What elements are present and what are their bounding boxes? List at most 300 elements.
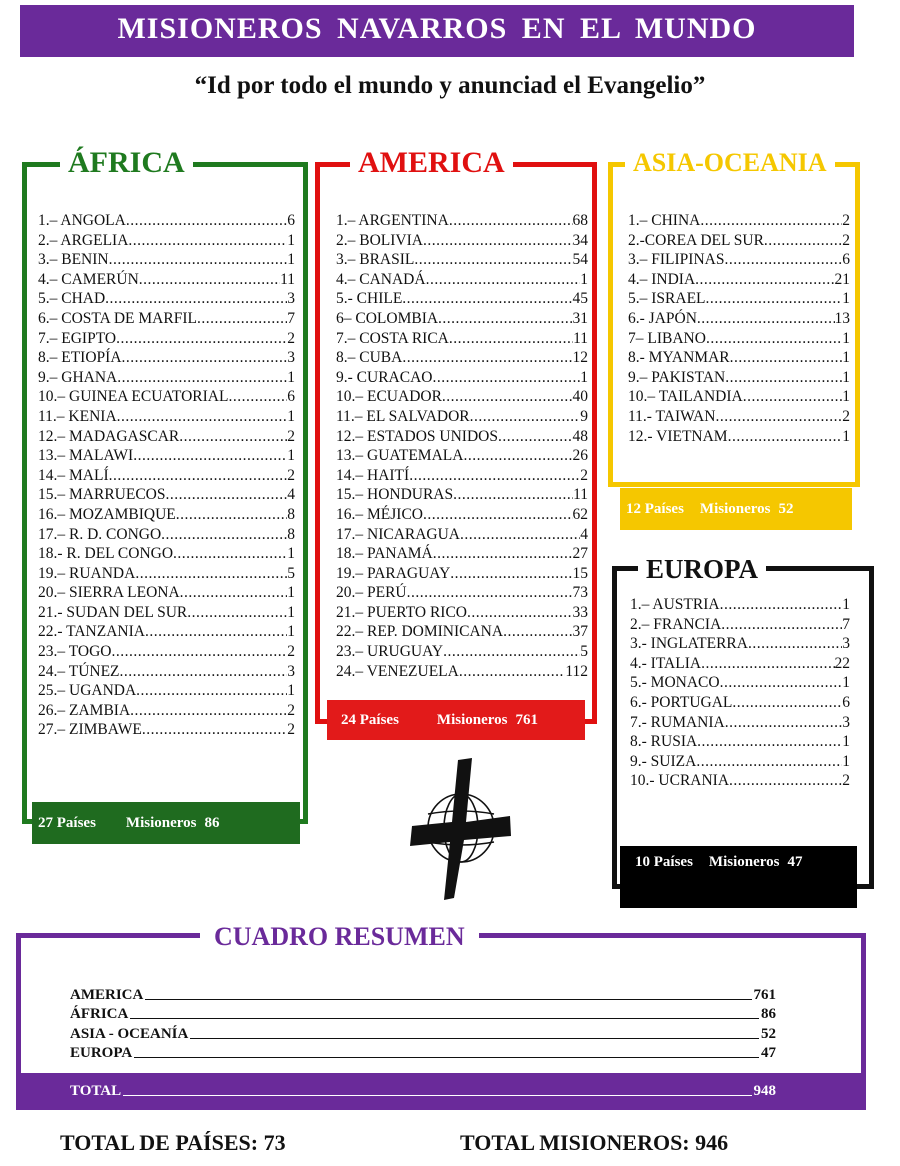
country-name: 3.- INGLATERRA — [630, 635, 748, 653]
country-name: 15.– MARRUECOS — [38, 486, 166, 504]
country-row — [336, 485, 588, 505]
country-name: 23.– TOGO — [38, 643, 112, 661]
europa-title: EUROPA — [638, 556, 766, 583]
country-name: 27.– ZIMBAWE — [38, 721, 142, 739]
country-name: 6.– COSTA DE MARFIL — [38, 309, 197, 327]
country-name: 23.– URUGUAY — [336, 643, 444, 661]
country-name: 1.– ARGENTINA — [336, 212, 449, 229]
missionary-count: 1 — [842, 368, 850, 386]
missionary-count: 26 — [572, 447, 588, 465]
country-name: 20.– SIERRA LEONA — [38, 584, 180, 602]
america-footer — [327, 700, 585, 740]
country-name: 7– LIBANO — [628, 329, 706, 347]
dot-leader — [187, 603, 287, 623]
missionary-count: 11 — [573, 486, 588, 504]
missionary-count: 3 — [842, 635, 850, 653]
dot-leader — [112, 642, 288, 662]
dot-leader — [695, 270, 834, 290]
country-row — [630, 634, 850, 654]
country-row — [336, 505, 588, 525]
summary-row — [70, 1004, 776, 1024]
country-name: 24.– VENEZUELA — [336, 662, 459, 680]
dot-leader — [730, 348, 843, 368]
missionary-count: 12 — [572, 349, 588, 367]
dot-leader — [133, 446, 287, 466]
country-name: 16.– MÉJICO — [336, 505, 423, 523]
country-row — [628, 427, 850, 447]
missionary-count: 8 — [287, 525, 295, 543]
dot-leader — [696, 752, 842, 772]
country-row — [336, 446, 588, 466]
country-row — [38, 603, 295, 623]
america-title: AMERICA — [350, 148, 513, 178]
asia-footer — [620, 488, 852, 530]
dot-leader — [463, 446, 572, 466]
dot-leader — [449, 329, 573, 349]
summary-row-value: 47 — [761, 1045, 776, 1061]
missionary-count: 1 — [287, 545, 295, 563]
europa-country-list — [630, 595, 850, 791]
europa-footer — [620, 846, 857, 908]
africa-missionaries-total: 86 — [204, 814, 220, 831]
country-row — [38, 211, 295, 231]
dot-leader — [173, 544, 287, 564]
country-name: 16.– MOZAMBIQUE — [38, 505, 176, 523]
country-row — [628, 329, 850, 349]
country-name: 4.– CAMERÚN — [38, 270, 139, 288]
asia-country-list — [628, 211, 850, 446]
dot-leader — [450, 564, 572, 584]
america-missionaries-total: 761 — [515, 711, 538, 728]
africa-missionaries-label: Misioneros — [125, 814, 197, 831]
country-row — [630, 654, 850, 674]
dot-leader — [748, 634, 842, 654]
africa-country-list — [38, 211, 295, 740]
dot-leader — [743, 387, 843, 407]
country-name: 15.– HONDURAS — [336, 486, 454, 504]
country-row — [38, 525, 295, 545]
country-name: 7.- RUMANIA — [630, 713, 725, 731]
country-name: 24.– TÚNEZ — [38, 662, 120, 680]
missionary-count: 1 — [580, 368, 588, 386]
country-name: 17.– R. D. CONGO — [38, 525, 162, 543]
summary-row-value: 86 — [761, 1006, 776, 1022]
dot-leader — [109, 250, 288, 270]
dot-leader — [720, 595, 843, 615]
country-row — [630, 595, 850, 615]
dot-leader — [470, 407, 581, 427]
country-name: 1.– AUSTRIA — [630, 596, 720, 613]
dot-leader — [402, 289, 572, 309]
america-missionaries-label: Misioneros — [436, 711, 508, 728]
dot-leader — [165, 485, 287, 505]
dot-leader — [449, 211, 573, 231]
africa-title: ÁFRICA — [60, 148, 193, 178]
country-row — [38, 701, 295, 721]
country-name: 14.– MALÍ — [38, 466, 109, 484]
country-name: 12.- VIETNAM — [628, 427, 728, 445]
country-row — [628, 309, 850, 329]
country-row — [38, 289, 295, 309]
missionary-count: 2 — [287, 466, 295, 484]
dot-leader — [706, 329, 842, 349]
summary-row — [70, 1043, 776, 1063]
missionary-count: 31 — [572, 309, 588, 327]
country-name: 1.– ANGOLA — [38, 212, 126, 229]
dot-leader — [467, 603, 573, 623]
country-row — [38, 407, 295, 427]
missionary-count: 2 — [287, 329, 295, 347]
dot-leader — [732, 693, 842, 713]
asia-missionaries-total: 52 — [778, 500, 794, 517]
dot-leader — [197, 309, 287, 329]
dot-leader — [460, 525, 580, 545]
dot-leader — [721, 615, 842, 635]
country-row — [38, 446, 295, 466]
country-row — [38, 662, 295, 682]
missionary-count: 1 — [287, 623, 295, 641]
africa-country-total: 27 Países — [38, 814, 96, 831]
summary-row-value: 52 — [761, 1025, 776, 1042]
dot-leader — [697, 732, 842, 752]
america-country-total: 24 Países — [341, 711, 399, 728]
missionary-count: 21 — [834, 270, 850, 288]
missionary-count: 2 — [287, 643, 295, 661]
country-row — [38, 250, 295, 270]
missionary-count: 6 — [842, 251, 850, 269]
country-name: 6.- JAPÓN — [628, 309, 697, 327]
country-row — [630, 752, 850, 772]
dot-leader — [724, 250, 842, 270]
dot-leader — [706, 289, 843, 309]
country-name: 1.– CHINA — [628, 212, 701, 229]
dot-leader — [764, 231, 842, 251]
missionary-count: 1 — [842, 674, 850, 692]
country-row — [38, 329, 295, 349]
country-name: 14.– HAITÍ — [336, 466, 410, 484]
country-name: 25.– UGANDA — [38, 682, 137, 700]
summary-row-name: AMERICA — [70, 986, 144, 1003]
summary-total-value: 948 — [753, 1082, 776, 1099]
summary-row — [70, 1023, 776, 1043]
country-name: 11.– KENIA — [38, 407, 117, 425]
dot-leader — [179, 427, 287, 447]
country-row — [630, 673, 850, 693]
missionary-count: 9 — [580, 407, 588, 425]
country-name: 3.– BRASIL — [336, 251, 415, 269]
dot-leader — [117, 368, 287, 388]
missionary-count: 6 — [287, 388, 295, 406]
dot-leader — [503, 622, 572, 642]
country-row — [630, 693, 850, 713]
country-row — [336, 250, 588, 270]
missionary-count: 2 — [842, 407, 850, 425]
dot-leader — [438, 309, 572, 329]
country-row — [38, 720, 295, 740]
missionary-count: 7 — [842, 615, 850, 633]
country-name: 10.– ECUADOR — [336, 388, 442, 406]
country-name: 2.– BOLIVIA — [336, 231, 423, 249]
country-name: 7.– COSTA RICA — [336, 329, 449, 347]
country-row — [336, 544, 588, 564]
dot-leader — [443, 642, 580, 662]
country-row — [336, 289, 588, 309]
country-row — [38, 642, 295, 662]
country-name: 8.– ETIOPÍA — [38, 349, 122, 367]
country-row — [38, 368, 295, 388]
country-name: 17.– NICARAGUA — [336, 525, 460, 543]
country-name: 8.- MYANMAR — [628, 349, 730, 367]
country-name: 20.– PERÚ — [336, 584, 407, 602]
country-row — [38, 231, 295, 251]
country-row — [336, 348, 588, 368]
country-name: 4.– INDIA — [628, 270, 696, 288]
missionary-count: 1 — [842, 349, 850, 367]
dot-leader — [139, 270, 280, 290]
dot-leader — [409, 466, 580, 486]
dot-leader — [126, 211, 287, 231]
country-row — [630, 771, 850, 791]
dot-leader — [161, 525, 287, 545]
country-name: 11.– EL SALVADOR — [336, 407, 470, 425]
missionary-count: 1 — [842, 752, 850, 770]
country-name: 4.– CANADÁ — [336, 270, 426, 288]
country-row — [38, 427, 295, 447]
missionary-count: 34 — [572, 231, 588, 249]
country-name: 5.- CHILE — [336, 290, 403, 308]
country-row — [38, 564, 295, 584]
country-row — [336, 231, 588, 251]
country-name: 7.– EGIPTO — [38, 329, 117, 347]
missionary-count: 1 — [842, 388, 850, 406]
missionary-count: 2 — [287, 701, 295, 719]
country-row — [630, 615, 850, 635]
summary-total-label: TOTAL — [70, 1082, 122, 1099]
europa-missionaries-label: Misioneros — [708, 854, 780, 870]
country-name: 5.– CHAD — [38, 290, 106, 308]
missionary-count: 13 — [834, 309, 850, 327]
dot-leader — [729, 771, 842, 791]
dot-leader — [109, 466, 288, 486]
dot-leader — [136, 681, 287, 701]
missionary-count: 33 — [572, 603, 588, 621]
country-row — [336, 309, 588, 329]
dot-leader — [176, 505, 287, 525]
country-row — [38, 387, 295, 407]
country-row — [628, 348, 850, 368]
missionary-count: 1 — [287, 251, 295, 269]
missionary-count: 2 — [580, 466, 588, 484]
summary-total-row — [70, 1080, 776, 1100]
dot-leader — [130, 701, 287, 721]
country-name: 12.– MADAGASCAR — [38, 427, 180, 445]
country-name: 2.-COREA DEL SUR — [628, 231, 764, 249]
dot-leader — [715, 407, 842, 427]
missionary-count: 4 — [580, 525, 588, 543]
asia-title: ASIA-OCEANIA — [625, 150, 835, 176]
missionary-count: 48 — [572, 427, 588, 445]
missionary-count: 2 — [842, 212, 850, 229]
missionary-count: 2 — [842, 231, 850, 249]
missionary-count: 68 — [572, 212, 588, 229]
country-name: 8.- RUSIA — [630, 733, 698, 751]
missionary-count: 1 — [842, 596, 850, 613]
missionary-count: 1 — [287, 407, 295, 425]
country-row — [336, 270, 588, 290]
africa-footer — [32, 802, 300, 844]
missionary-count: 1 — [287, 603, 295, 621]
dot-leader — [128, 231, 287, 251]
country-name: 9.- CURACAO — [336, 368, 433, 386]
summary-row-name: EUROPA — [70, 1045, 133, 1061]
country-row — [38, 466, 295, 486]
america-country-list — [336, 211, 588, 681]
country-row — [38, 348, 295, 368]
country-row — [336, 583, 588, 603]
country-name: 3.– FILIPINAS — [628, 251, 725, 269]
country-row — [38, 505, 295, 525]
country-row — [336, 211, 588, 231]
dot-leader — [426, 270, 581, 290]
missionary-count: 73 — [572, 584, 588, 602]
missionary-count: 4 — [287, 486, 295, 504]
dot-leader — [117, 407, 288, 427]
dot-leader — [122, 348, 288, 368]
missionary-count: 40 — [572, 388, 588, 406]
missionary-count: 1 — [287, 231, 295, 249]
missionary-count: 27 — [572, 545, 588, 563]
europa-country-total: 10 Países — [635, 854, 693, 870]
missionary-count: 22 — [834, 654, 850, 672]
country-name: 9.– PAKISTAN — [628, 368, 726, 386]
total-countries: TOTAL DE PAÍSES: 73 — [60, 1130, 286, 1155]
country-row — [336, 622, 588, 642]
missionary-count: 11 — [573, 329, 588, 347]
dot-leader — [720, 673, 843, 693]
dot-leader — [135, 564, 287, 584]
dot-leader — [453, 485, 573, 505]
dot-leader — [180, 583, 288, 603]
dot-leader — [414, 250, 572, 270]
country-row — [336, 603, 588, 623]
country-name: 10.– GUINEA ECUATORIAL — [38, 388, 229, 406]
missionary-count: 5 — [580, 643, 588, 661]
missionary-count: 1 — [842, 733, 850, 751]
total-missionaries: TOTAL MISIONEROS: 946 — [460, 1130, 729, 1155]
missionary-count: 2 — [287, 721, 295, 739]
country-row — [628, 407, 850, 427]
country-name: 3.– BENIN — [38, 251, 109, 269]
country-name: 13.– GUATEMALA — [336, 447, 464, 465]
missionary-count: 1 — [842, 427, 850, 445]
country-name: 2.– ARGELIA — [38, 231, 129, 249]
missionary-count: 8 — [287, 505, 295, 523]
country-row — [38, 485, 295, 505]
asia-missionaries-label: Misioneros — [699, 500, 771, 517]
cross-globe-icon — [406, 758, 516, 900]
country-row — [628, 387, 850, 407]
dot-leader — [700, 211, 842, 231]
dot-leader — [433, 544, 573, 564]
europa-missionaries-total: 47 — [787, 854, 803, 870]
country-name: 22.– REP. DOMINICANA — [336, 623, 504, 641]
dot-leader — [402, 348, 572, 368]
country-row — [630, 732, 850, 752]
missionary-count: 54 — [572, 251, 588, 269]
country-name: 9.– GHANA — [38, 368, 118, 386]
country-name: 19.– RUANDA — [38, 564, 136, 582]
country-row — [38, 309, 295, 329]
missionary-count: 1 — [287, 584, 295, 602]
missionary-count: 62 — [572, 505, 588, 523]
country-name: 6.- PORTUGAL — [630, 693, 733, 711]
dot-leader — [142, 720, 287, 740]
country-name: 8.– CUBA — [336, 349, 403, 367]
country-name: 5.- MONACO — [630, 674, 720, 692]
missionary-count: 37 — [572, 623, 588, 641]
dot-leader — [407, 583, 573, 603]
missionary-count: 5 — [287, 564, 295, 582]
country-name: 10.- UCRANIA — [630, 772, 730, 790]
country-row — [336, 407, 588, 427]
country-row — [336, 662, 588, 682]
dot-leader — [116, 329, 287, 349]
summary-row-name: ASIA - OCEANÍA — [70, 1025, 189, 1042]
country-name: 22.- TANZANIA — [38, 623, 145, 641]
country-name: 2.– FRANCIA — [630, 615, 722, 633]
country-row — [38, 544, 295, 564]
country-row — [628, 231, 850, 251]
missionary-count: 6 — [287, 212, 295, 229]
country-row — [38, 681, 295, 701]
country-name: 10.– TAILANDIA — [628, 388, 743, 406]
country-name: 5.– ISRAEL — [628, 290, 706, 308]
dot-leader — [728, 427, 843, 447]
missionary-count: 1 — [287, 447, 295, 465]
missionary-count: 2 — [842, 772, 850, 790]
summary-title: CUADRO RESUMEN — [200, 924, 479, 950]
summary-row-name: ÁFRICA — [70, 1006, 129, 1022]
country-row — [38, 583, 295, 603]
page-subtitle: “Id por todo el mundo y anunciad el Evangelio” — [194, 72, 706, 99]
dot-leader — [725, 368, 842, 388]
dot-leader — [120, 662, 288, 682]
country-name: 18.– PANAMÁ — [336, 545, 433, 563]
country-name: 12.– ESTADOS UNIDOS — [336, 427, 498, 445]
dot-leader — [145, 622, 287, 642]
country-row — [628, 250, 850, 270]
dot-leader — [697, 309, 835, 329]
missionary-count: 45 — [572, 290, 588, 308]
summary-list — [70, 984, 776, 1062]
missionary-count: 6 — [842, 693, 850, 711]
missionary-count: 1 — [842, 290, 850, 308]
asia-country-total: 12 Países — [626, 500, 684, 517]
country-row — [336, 387, 588, 407]
missionary-count: 3 — [287, 349, 295, 367]
missionary-count: 2 — [287, 427, 295, 445]
country-name: 13.– MALAWI — [38, 447, 134, 465]
dot-leader — [432, 368, 580, 388]
missionary-count: 7 — [287, 309, 295, 327]
country-row — [628, 289, 850, 309]
missionary-count: 112 — [565, 662, 588, 680]
country-row — [336, 466, 588, 486]
country-row — [336, 642, 588, 662]
country-row — [336, 427, 588, 447]
country-row — [628, 270, 850, 290]
country-name: 9.- SUIZA — [630, 752, 697, 770]
